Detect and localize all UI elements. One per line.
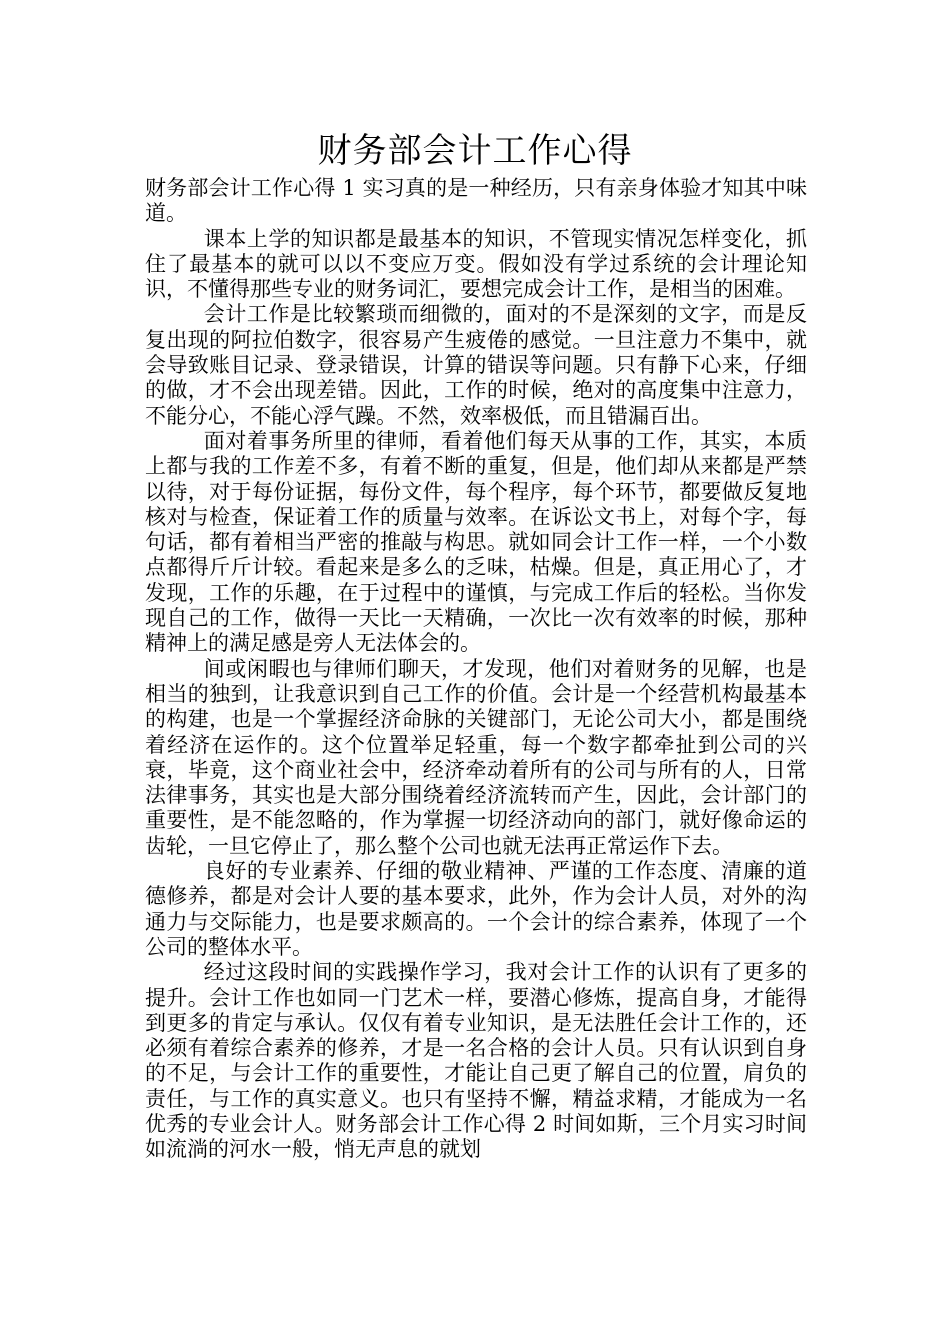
paragraph: 经过这段时间的实践操作学习，我对会计工作的认识有了更多的提升。会计工作也如同一门艺术一样，要潜心修炼，提高自身，才能得到更多的肯定与承认。仅仅有着专业知识，是无法胜任会计工作的，还必须有着综合素养的修养，才是一名合格的会计人员。只有认识到自身的不足，与会计工作的重要性，才能让自己更了解自己的位置，肩负的责任，与工作的真实意义。也只有坚持不懈，精益求精，才能成为一名优秀的专业会计人。财务部会计工作心得 2 时间如斯，三个月实习时间如流淌的河水一般，悄无声息的就划 (145, 960, 807, 1162)
paragraph: 会计工作是比较繁琐而细微的，面对的不是深刻的文字，而是反复出现的阿拉伯数字，很容易产生疲倦的感觉。一旦注意力不集中，就会导致账目记录、登录错误，计算的错误等问题。只有静下心来，仔细的做，才不会出现差错。因此，工作的时候，绝对的高度集中注意力，不能分心，不能心浮气躁。不然，效率极低，而且错漏百出。 (145, 302, 807, 428)
paragraph: 间或闲暇也与律师们聊天，才发现，他们对着财务的见解，也是相当的独到，让我意识到自己工作的价值。会计是一个经营机构最基本的构建，也是一个掌握经济命脉的关键部门，无论公司大小，都是围绕着经济在运作的。这个位置举足轻重，每一个数字都牵扯到公司的兴衰，毕竟，这个商业社会中，经济牵动着所有的公司与所有的人，日常法律事务，其实也是大部分围绕着经济流转而产生，因此，会计部门的重要性，是不能忽略的，作为掌握一切经济动向的部门，就好像命运的齿轮，一旦它停止了，那么整个公司也就无法再正常运作下去。 (145, 656, 807, 858)
paragraph: 课本上学的知识都是最基本的知识，不管现实情况怎样变化，抓住了最基本的就可以以不变应万变。假如没有学过系统的会计理论知识，不懂得那些专业的财务词汇，要想完成会计工作，是相当的困难。 (145, 226, 807, 302)
paragraph: 良好的专业素养、仔细的敬业精神、严谨的工作态度、清廉的道德修养，都是对会计人要的基本要求，此外，作为会计人员，对外的沟通力与交际能力，也是要求颇高的。一个会计的综合素养，体现了一个公司的整体水平。 (145, 859, 807, 959)
paragraph: 面对着事务所里的律师，看着他们每天从事的工作，其实，本质上都与我的工作差不多，有着不断的重复，但是，他们却从来都是严禁以待，对于每份证据，每份文件，每个程序，每个环节，都要做反复地核对与检查，保证着工作的质量与效率。在诉讼文书上，对每个字，每句话，都有着相当严密的推敲与构思。就如同会计工作一样，一个小数点都得斤斤计较。看起来是多么的乏味，枯燥。但是，真正用心了，才发现，工作的乐趣，在于过程中的谨慎，与完成工作后的轻松。当你发现自己的工作，做得一天比一天精确，一次比一次有效率的时候，那种精神上的满足感是旁人无法体会的。 (145, 428, 807, 656)
document-body (145, 176, 807, 1163)
document-title: 财务部会计工作心得 (317, 131, 633, 171)
paragraph: 财务部会计工作心得 1 实习真的是一种经历，只有亲身体验才知其中味道。 (145, 176, 807, 226)
